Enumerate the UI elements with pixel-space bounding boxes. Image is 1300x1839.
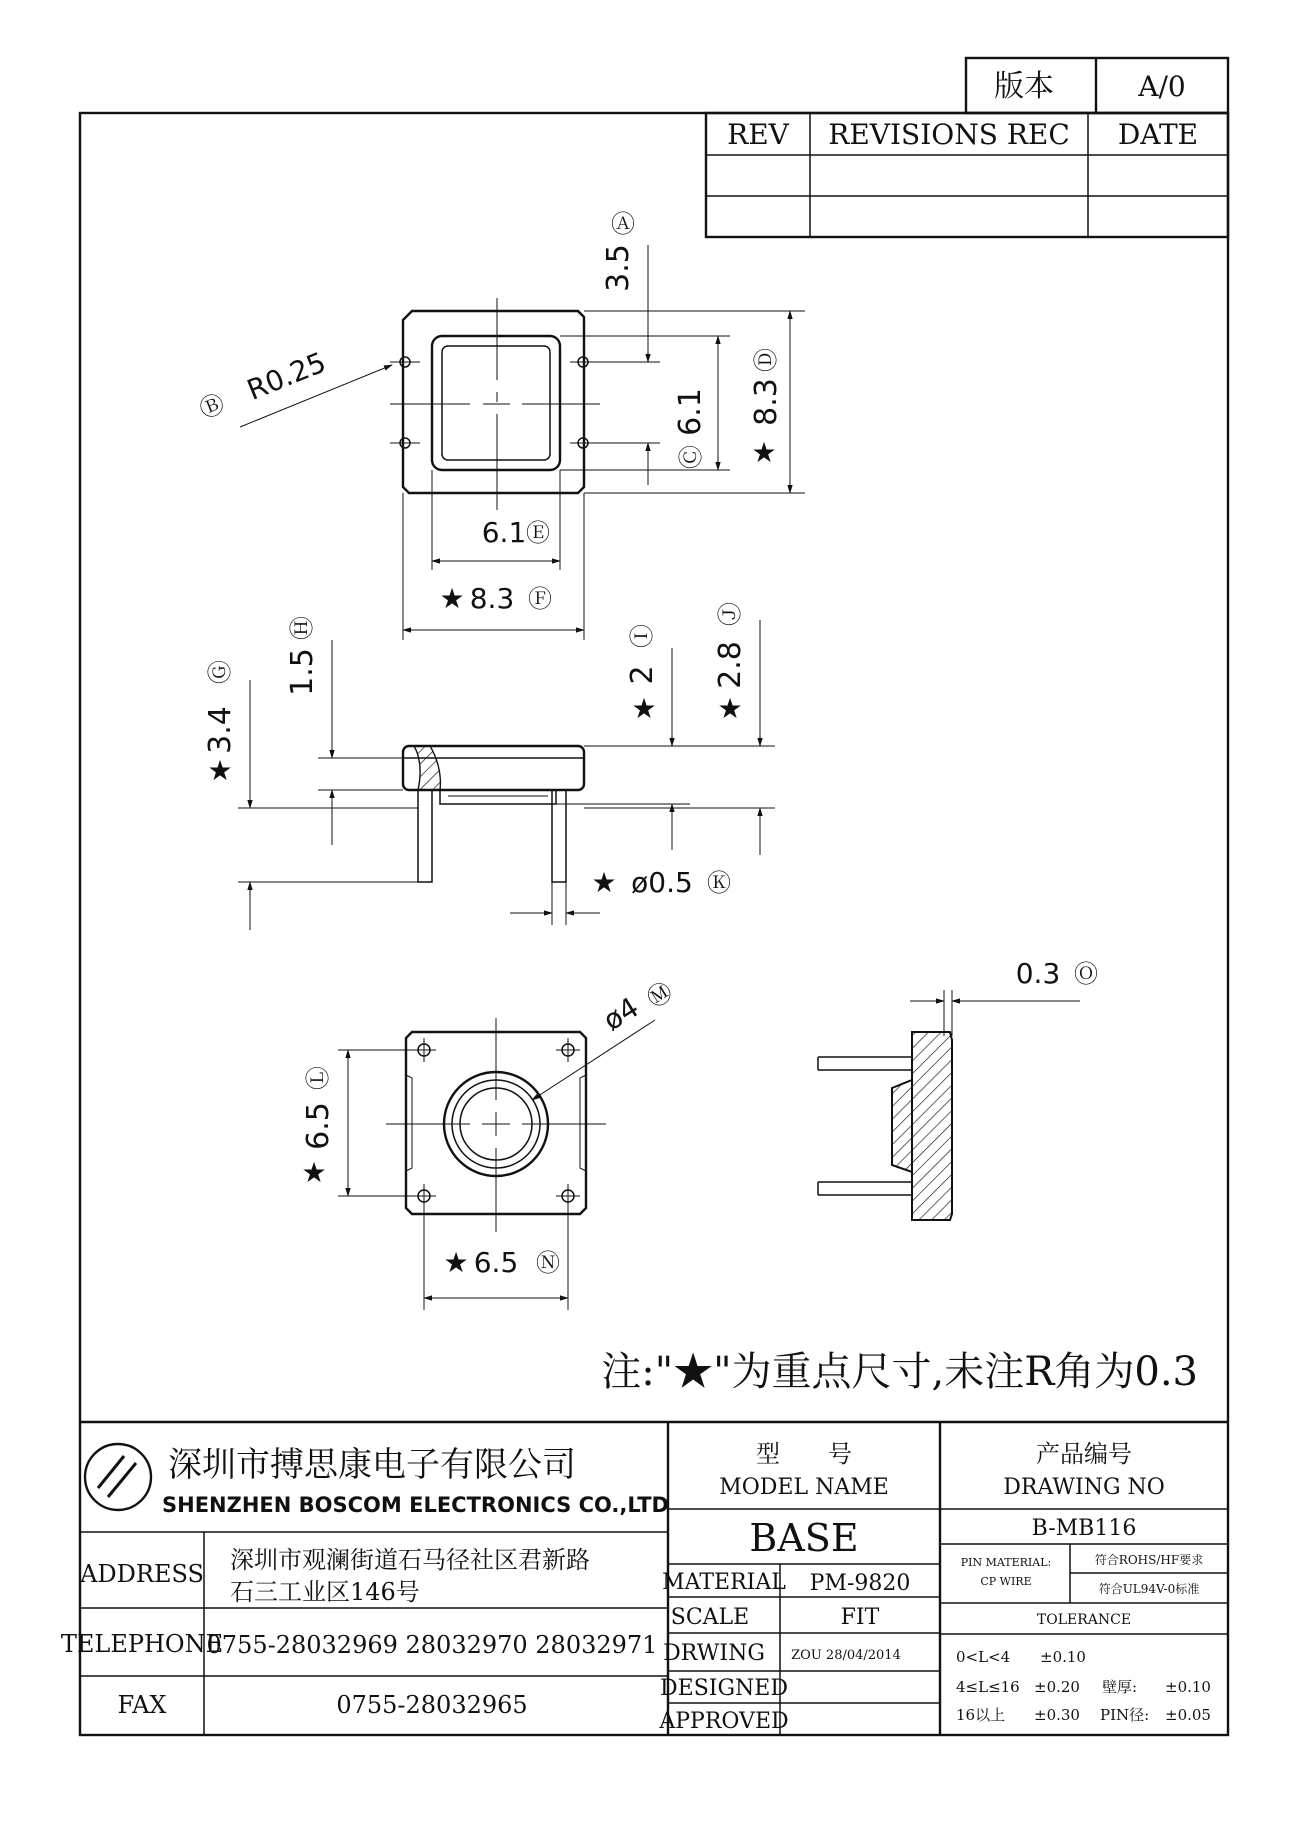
drawing-value: B-MB116 <box>1031 1516 1137 1541</box>
side-view <box>203 602 775 930</box>
dim-d-value: 8.3 <box>749 378 784 426</box>
telephone-value: 0755-28032969 28032970 28032971 <box>206 1631 658 1659</box>
model-label-cn: 型 号 <box>756 1440 852 1468</box>
section-view <box>818 957 1098 1220</box>
bottom-view <box>301 977 677 1310</box>
dim-k-tag: Ⓚ <box>707 869 731 897</box>
dim-j-tag: Ⓙ <box>716 602 744 626</box>
drawing-label-cn: 产品编号 <box>1036 1440 1132 1468</box>
dim-h-value: 1.5 <box>285 648 320 696</box>
dim-k-star: ★ <box>591 866 617 899</box>
dim-h-tag: Ⓗ <box>288 616 316 640</box>
ul-note: 符合UL94V-0标准 <box>1098 1582 1200 1596</box>
dim-n-star: ★ <box>443 1246 469 1279</box>
dim-d-star: ★ <box>751 436 777 469</box>
scale-value: FIT <box>840 1605 880 1630</box>
dim-k-value: ø0.5 <box>631 866 693 899</box>
dim-j-star: ★ <box>717 692 743 725</box>
approved-label: APPROVED <box>659 1709 789 1734</box>
drawing-label-en: DRAWING NO <box>1003 1475 1165 1500</box>
dim-c-value: 6.1 <box>673 388 708 436</box>
dim-g-tag: Ⓖ <box>206 660 234 684</box>
dim-e-tag: Ⓔ <box>526 519 550 547</box>
model-label-en: MODEL NAME <box>719 1475 889 1500</box>
dim-b-value: R0.25 <box>242 345 331 407</box>
dim-i-value: 2 <box>625 665 660 685</box>
company-logo <box>85 1444 151 1510</box>
tol-r1-value: ±0.10 <box>1040 1648 1086 1666</box>
pin-dia-label: PIN径: <box>1100 1706 1150 1724</box>
version-box <box>966 58 1228 113</box>
drawing-note: 注:"★"为重点尺寸,未注R角为0.3 <box>601 1349 1198 1395</box>
revisions-table <box>706 113 1228 237</box>
tolerance-title: TOLERANCE <box>1036 1612 1132 1628</box>
drwing-label: DRWING <box>663 1641 765 1666</box>
company-name-cn: 深圳市搏思康电子有限公司 <box>168 1445 576 1485</box>
dim-i-star: ★ <box>631 692 657 725</box>
dim-f-star: ★ <box>439 582 465 615</box>
dim-l-tag: Ⓛ <box>304 1066 332 1090</box>
dim-c-tag: Ⓒ <box>677 445 705 469</box>
pin-dia-value: ±0.05 <box>1165 1706 1211 1724</box>
dim-o-tag: Ⓞ <box>1074 960 1098 988</box>
address-line1: 深圳市观澜街道石马径社区君新路 <box>230 1546 590 1574</box>
tol-r2-value: ±0.20 <box>1034 1678 1080 1696</box>
dim-d-tag: Ⓓ <box>752 348 780 372</box>
date-header: DATE <box>1117 118 1199 151</box>
dim-a-value: 3.5 <box>601 244 636 292</box>
dim-g-value: 3.4 <box>203 706 238 754</box>
dim-b-tag: Ⓑ <box>195 389 229 425</box>
tol-r3-value: ±0.30 <box>1034 1706 1080 1724</box>
scale-label: SCALE <box>670 1605 750 1630</box>
revisions-rec-header: REVISIONS REC <box>828 118 1070 151</box>
tol-r1-range: 0<L<4 <box>956 1648 1011 1666</box>
material-value: PM-9820 <box>809 1571 911 1596</box>
model-value: BASE <box>749 1516 859 1560</box>
address-line2: 石三工业区146号 <box>230 1578 420 1606</box>
version-value: A/0 <box>1138 70 1186 103</box>
pin-material-value: CP WIRE <box>980 1575 1032 1588</box>
dim-m-tag: Ⓜ <box>642 976 678 1014</box>
dim-o-value: 0.3 <box>1015 957 1061 990</box>
pin-material-label: PIN MATERIAL: <box>960 1556 1052 1569</box>
fax-label: FAX <box>117 1691 167 1719</box>
top-view <box>196 210 805 640</box>
fax-value: 0755-28032965 <box>336 1691 528 1719</box>
dim-m-value: ø4 <box>597 990 645 1038</box>
dim-n-tag: Ⓝ <box>536 1249 560 1277</box>
drwing-value: ZOU 28/04/2014 <box>791 1648 901 1663</box>
tol-r2-range: 4≤L≤16 <box>956 1678 1020 1696</box>
dim-g-star: ★ <box>207 754 233 787</box>
company-name-en: SHENZHEN BOSCOM ELECTRONICS CO.,LTD <box>162 1493 669 1517</box>
dim-i-tag: Ⓘ <box>628 624 656 648</box>
designed-label: DESIGNED <box>660 1676 788 1701</box>
dim-l-star: ★ <box>301 1156 327 1189</box>
version-label: 版本 <box>994 69 1054 104</box>
rev-header: REV <box>727 118 789 151</box>
wall-value: ±0.10 <box>1165 1678 1211 1696</box>
dim-l-value: 6.5 <box>301 1102 336 1150</box>
telephone-label: TELEPHONE <box>60 1630 224 1658</box>
dim-f-value: 8.3 <box>469 582 515 615</box>
wall-label: 壁厚: <box>1102 1678 1138 1696</box>
dim-a-tag: Ⓐ <box>611 210 635 238</box>
tol-r3-range: 16以上 <box>956 1706 1006 1724</box>
dim-n-value: 6.5 <box>473 1246 519 1279</box>
material-label: MATERIAL <box>662 1570 786 1595</box>
dim-f-tag: Ⓕ <box>528 585 552 613</box>
title-block <box>61 1422 1228 1735</box>
dim-e-value: 6.1 <box>481 516 527 549</box>
address-label: ADDRESS <box>80 1560 204 1588</box>
rohs-note: 符合ROHS/HF要求 <box>1094 1553 1204 1567</box>
dim-j-value: 2.8 <box>713 641 748 689</box>
